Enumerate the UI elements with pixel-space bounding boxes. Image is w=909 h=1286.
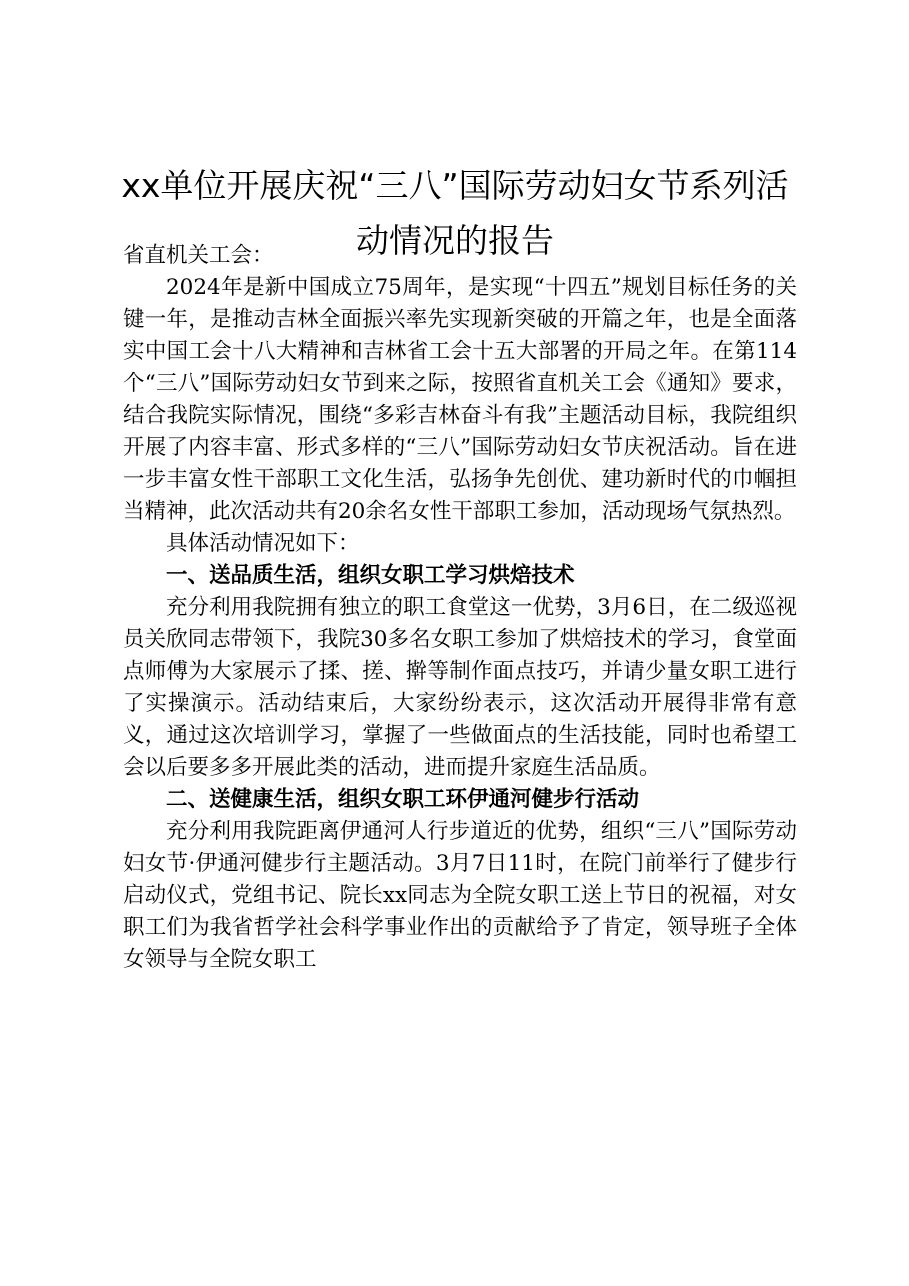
activities-intro: 具体活动情况如下： (166, 531, 360, 556)
section-2-heading: 二、送健康生活，组织女职工环伊通河健步行活动 (166, 787, 640, 812)
section-1-heading: 一、送品质生活，组织女职工学习烘焙技术 (166, 563, 575, 588)
document-body (123, 240, 797, 976)
document-title: xx单位开展庆祝“三八”国际劳动妇女节系列活动情况的报告 (121, 166, 789, 260)
intro-paragraph: 2024年是新中国成立75周年，是实现“十四五”规划目标任务的关键一年，是推动吉林全面振兴率先实现新突破的开篇之年，也是全面落实中国工会十八大精神和吉林省工会十五大部署的开局之年。在第114个“三八”国际劳动妇女节到来之际，按照省直机关工会《通知》要求，结合我院实际情况，围绕“多彩吉林奋斗有我”主题活动目标，我院组织开展了内容丰富、形式多样的“三八”国际劳动妇女节庆祝活动。旨在进一步丰富女性干部职工文化生活，弘扬争先创优、建功新时代的巾帼担当精神，此次活动共有20余名女性干部职工参加，活动现场气氛热烈。 (123, 275, 797, 524)
section-2-paragraph: 充分利用我院距离伊通河人行步道近的优势，组织“三八”国际劳动妇女节·伊通河健步行主题活动。3月7日11时，在院门前举行了健步行启动仪式，党组书记、院长xx同志为全院女职工送上节日的祝福，对女职工们为我省哲学社会科学事业作出的贡献给予了肯定，领导班子全体女领导与全院女职工 (123, 819, 797, 972)
section-1-paragraph: 充分利用我院拥有独立的职工食堂这一优势，3月6日，在二级巡视员关欣同志带领下，我院30多名女职工参加了烘焙技术的学习，食堂面点师傅为大家展示了揉、搓、擀等制作面点技巧，并请少量女职工进行了实操演示。活动结束后，大家纷纷表示，这次活动开展得非常有意义，通过这次培训学习，掌握了一些做面点的生活技能，同时也希望工会以后要多多开展此类的活动，进而提升家庭生活品质。 (123, 595, 797, 780)
salutation: 省直机关工会： (123, 243, 274, 268)
